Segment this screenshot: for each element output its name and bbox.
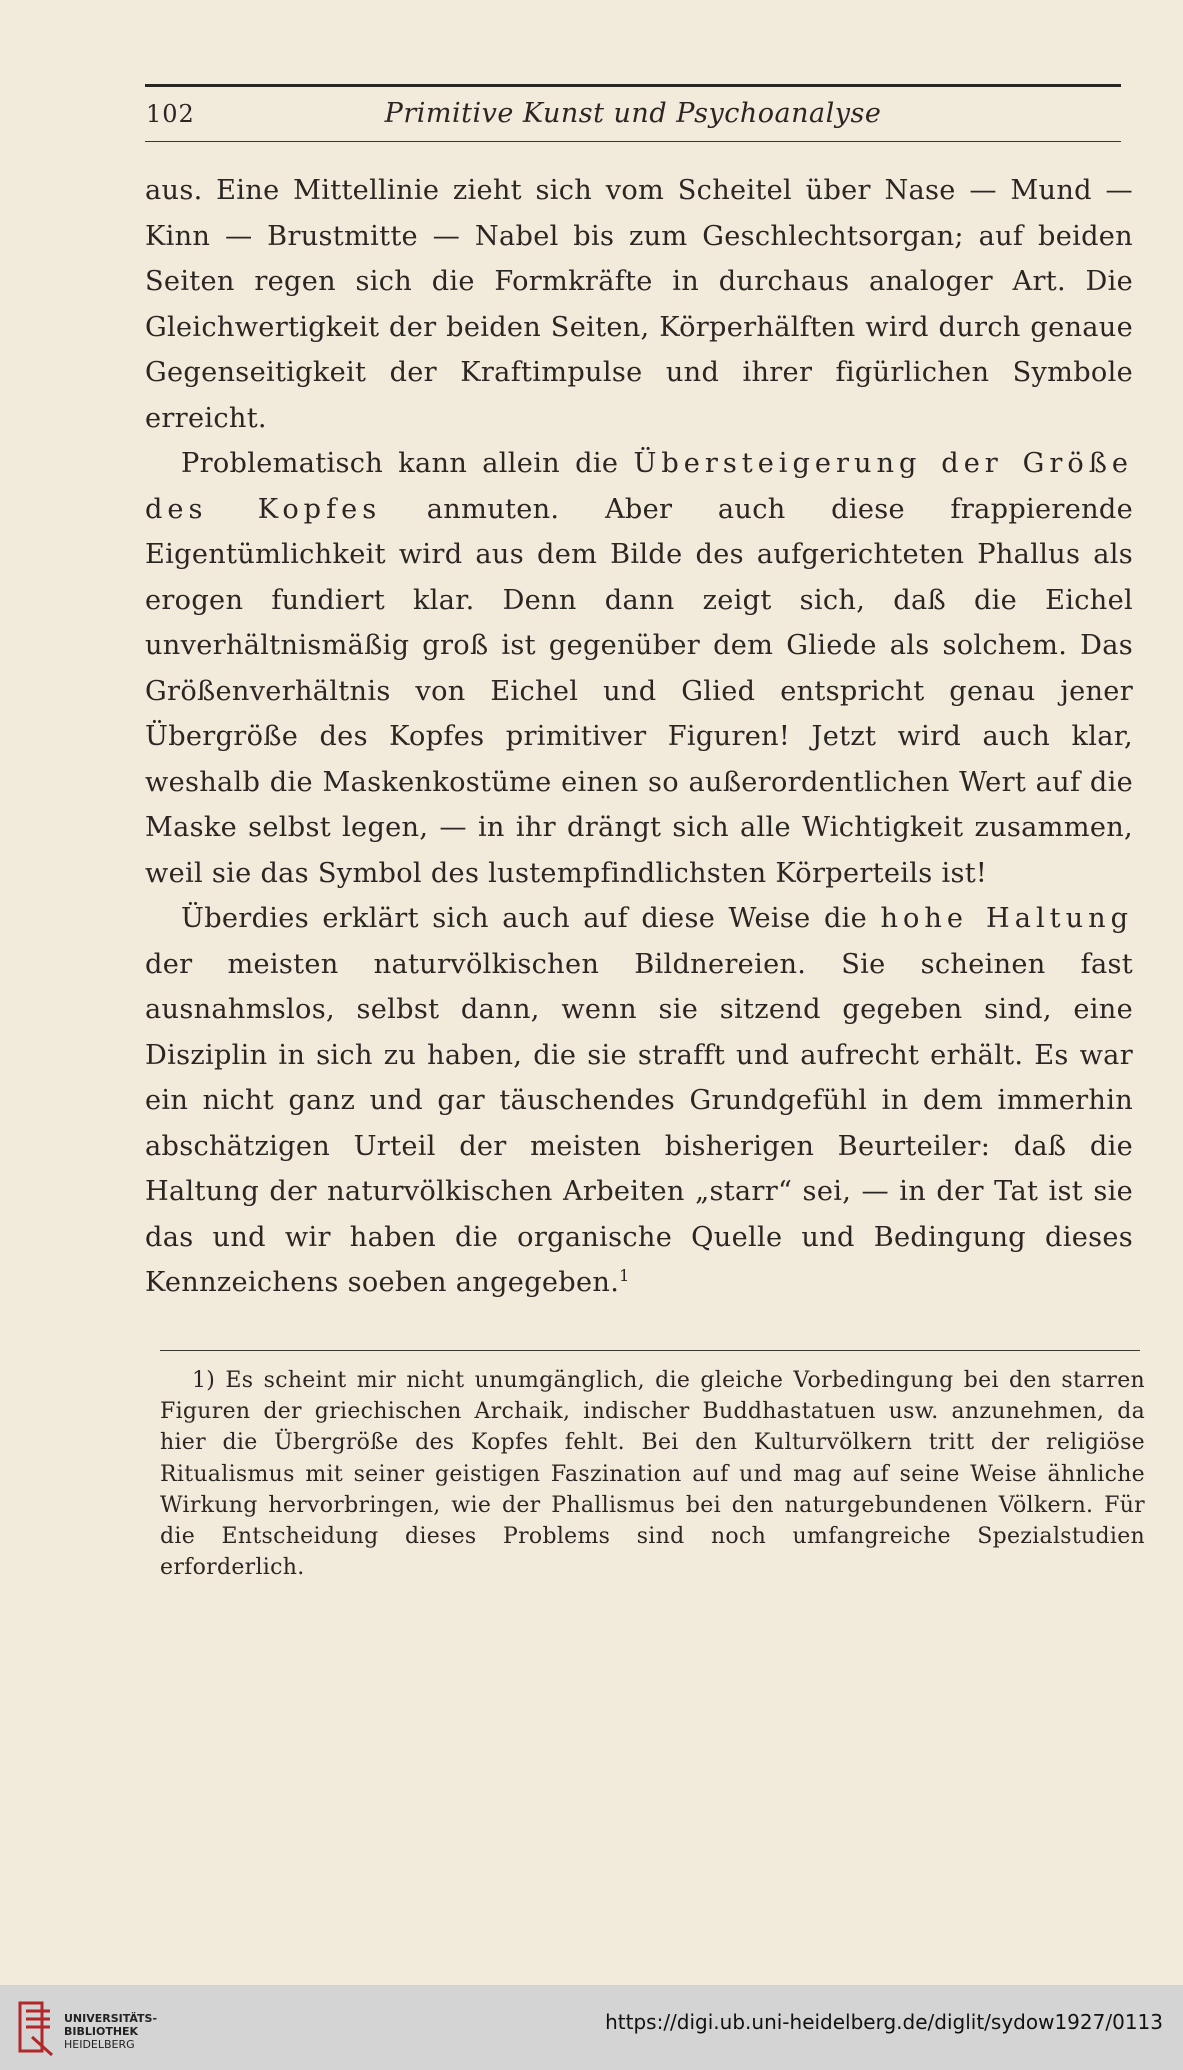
running-title: Primitive Kunst und Psychoanalyse — [384, 98, 882, 129]
header-rule-top — [145, 84, 1121, 87]
library-logo-text — [64, 2012, 157, 2051]
logo-line-2: BIBLIOTHEK — [64, 2025, 139, 2038]
page-number: 102 — [146, 100, 195, 128]
library-logo-icon — [12, 1997, 58, 2057]
paragraph-2-start: Problematisch kann allein die — [181, 448, 634, 479]
paragraph-2 — [145, 441, 1133, 896]
footnote-marker: 1) — [192, 1368, 216, 1393]
main-text — [145, 168, 1133, 1306]
emphasis-spaced: Übersteigerung der Größe des Kopfes — [145, 448, 1133, 525]
viewer-footer-bar — [0, 1985, 1183, 2070]
paragraph-3 — [145, 896, 1133, 1306]
library-logo[interactable] — [12, 1995, 162, 2061]
paragraph-1: aus. Eine Mittellinie zieht sich vom Scheitel über Nase — Mund — Kinn — Brustmitte — Nabel bis zum Geschlechtsorgan; auf beiden Seiten regen sich die Formkräfte in durchaus analoger Art. Die Gleichwertigkeit der beiden Seiten, Körperhälften wird durch genaue Gegenseitigkeit der Kraftimpulse und ihrer figürlichen Symbole erreicht. — [145, 175, 1133, 434]
permalink-url[interactable]: https://digi.ub.uni-heidelberg.de/diglit/sydow1927/0113 — [605, 2010, 1163, 2034]
header-rule-bottom — [145, 141, 1121, 142]
footnote-reference: 1 — [619, 1265, 630, 1285]
paragraph-2-rest: anmuten. Aber auch diese frappierende Eigentümlichkeit wird aus dem Bilde des aufgerichteten Phallus als erogen fundiert klar. Denn dann zeigt sich, daß die Eichel unverhältnismäßig groß ist gegenüber dem Gliede als solchem. Das Größenverhältnis von Eichel und Glied entspricht genau jener Übergröße des Kopfes primitiver Figuren! Jetzt wird auch klar, weshalb die Maskenkostüme einen so außerordentlichen Wert auf die Maske selbst legen, — in ihr drängt sich alle Wichtigkeit zusammen, weil sie das Symbol des lustempfindlichsten Körperteils ist! — [145, 493, 1134, 889]
footnote — [160, 1365, 1145, 1583]
emphasis-spaced: hohe Haltung — [880, 903, 1133, 934]
logo-line-1: UNIVERSITÄTS- — [64, 2012, 158, 2025]
logo-line-3: HEIDELBERG — [64, 2038, 135, 2051]
footnote-paragraph — [160, 1365, 1145, 1583]
paragraph-3-start: Überdies erklärt sich auch auf diese Weise die — [181, 903, 881, 934]
footnote-text: Es scheint mir nicht unumgänglich, die gleiche Vorbedingung bei den starren Figuren der griechischen Archaik, indischer Buddhastatuen usw. anzunehmen, da hier die Übergröße des Kopfes fehlt. Bei den Kulturvölkern tritt der religiöse Ritualismus mit seiner geistigen Faszination auf und mag auf seine Weise ähnliche Wirkung hervorbringen, wie der Phallismus bei den naturgebundenen Völkern. Für die Entscheidung dieses Problems sind noch umfangreiche Spezialstudien erforderlich. — [160, 1368, 1145, 1581]
footnote-rule — [160, 1350, 1140, 1351]
paragraph-3-rest: der meisten naturvölkischen Bildnereien. Sie scheinen fast ausnahmslos, selbst dann, wenn sie sitzend gegeben sind, eine Disziplin in sich zu haben, die sie strafft und aufrecht erhält. Es war ein nicht ganz und gar täuschendes Grundgefühl in dem immerhin abschätzigen Urteil der meisten bisherigen Beurteiler: daß die Haltung der naturvölkischen Arbeiten „starr“ sei, — in der Tat ist sie das und wir haben die organische Quelle und Bedingung dieses Kennzeichens soeben angegeben. — [145, 948, 1133, 1298]
